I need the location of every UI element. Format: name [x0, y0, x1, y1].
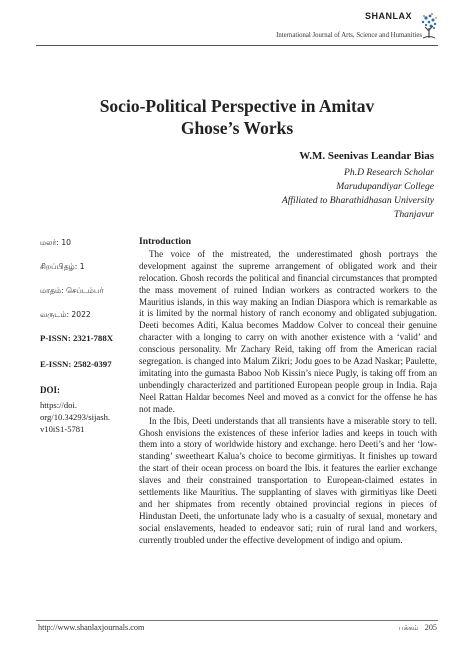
body-paragraph: In the Ibis, Deeti understands that all transients have a miserable story to tell. Ghosh envisions the existences of these inferior ladies and keeps in touch with them into a story of worldwide history and exchange. hero Deeti’s and her ‘low-standing’ sweetheart Kalua’s choice to become girmitiyas. It finishes up toward the start of their ocean process on board the Ibis. it features the earlier exchange slaves and their constrained transportation to European-claimed estates in settlements like Mauritius. The supplanting of slaves with girmitiyas like Deeti and her shipmates from recently obtained provincial regions in pieces of Hindustan Deeti, the unfortunate lady who is a casualty of sexual, monetary and social enslavements, headed to endeavor sati; ruin of rural land and workers, currently troubled under the effective development of indigo and opium. — [139, 415, 437, 545]
p-issn: P-ISSN: 2321-788X — [40, 333, 114, 343]
section-heading: Introduction — [139, 236, 192, 247]
author-block — [174, 148, 434, 222]
e-issn: E-ISSN: 2582-0397 — [40, 359, 112, 369]
footer-website-link[interactable]: http://www.shanlaxjournals.com — [38, 623, 145, 632]
title-line-2: Ghose’s Works — [180, 118, 294, 138]
issue-label: சிறப்பிதழ்: 1 — [40, 262, 85, 271]
doi-link[interactable]: org/10.34293/sijash. — [40, 412, 111, 422]
footer-divider — [36, 620, 438, 621]
doi-label: DOI: — [40, 385, 60, 395]
page-header — [0, 0, 474, 50]
body-paragraph: The voice of the mistreated, the underestimated ghosh portrays the development against the supreme arrangement of obligated work and their relocation. Ghosh records the political and financial circumstances that prompted the mass movement of ruined Indian workers as contracted workers to the Mauritius islands, in this way making an Indian Diaspora which is remarkable as it is limited by the normal history of ranch economy and obligated subjugation. Deeti becomes Aditi, Kalua becomes Maddow Colver to conceal their genuine character with a longing to carry on with another existence with a ‘valid’ and conscious personality. Mr Zachary Reid, taking off from the American racial segregation. is changed into Malum Zikri; Jodu goes to be Azad Naskar; Paulette, imitating into the gumasta Baboo Nob Kissin’s niece Pugly, is taking off from an unbendingly characterized and partitioned European people group in India. Raja Neel Rattan Haldar becomes Neel and moved as a convict for the offense he has not made. — [139, 248, 437, 414]
page-number-value: 205 — [424, 623, 437, 632]
logo-wordmark: SHANLAX — [364, 11, 412, 21]
author-affiliation-line: Affiliated to Bharathidhasan University — [281, 195, 434, 206]
article-metadata — [40, 236, 135, 435]
author-affiliation-line: Marudupandiyar College — [336, 181, 434, 192]
author-name: W.M. Seenivas Leandar Bias — [299, 150, 434, 162]
header-divider — [36, 45, 438, 46]
year-label: வருடம்: 2022 — [40, 310, 91, 319]
author-affiliation-line: Ph.D Research Scholar — [344, 167, 434, 178]
journal-name: International Journal of Arts, Science and Humanities — [276, 32, 422, 39]
page-label: பக்கம் — [398, 623, 419, 632]
article-body — [139, 236, 437, 547]
author-affiliation-line: Thanjavur — [394, 209, 434, 220]
doi-link[interactable]: https://doi. — [40, 400, 78, 410]
month-label: மாதம்: செப்டம்பர் — [40, 286, 104, 295]
title-line-1: Socio-Political Perspective in Amitav — [99, 96, 375, 116]
page-number — [398, 623, 437, 633]
volume-label: மலர்: 10 — [40, 238, 72, 247]
article-title — [60, 95, 414, 139]
doi-link[interactable]: v10iS1-5781 — [40, 424, 85, 434]
